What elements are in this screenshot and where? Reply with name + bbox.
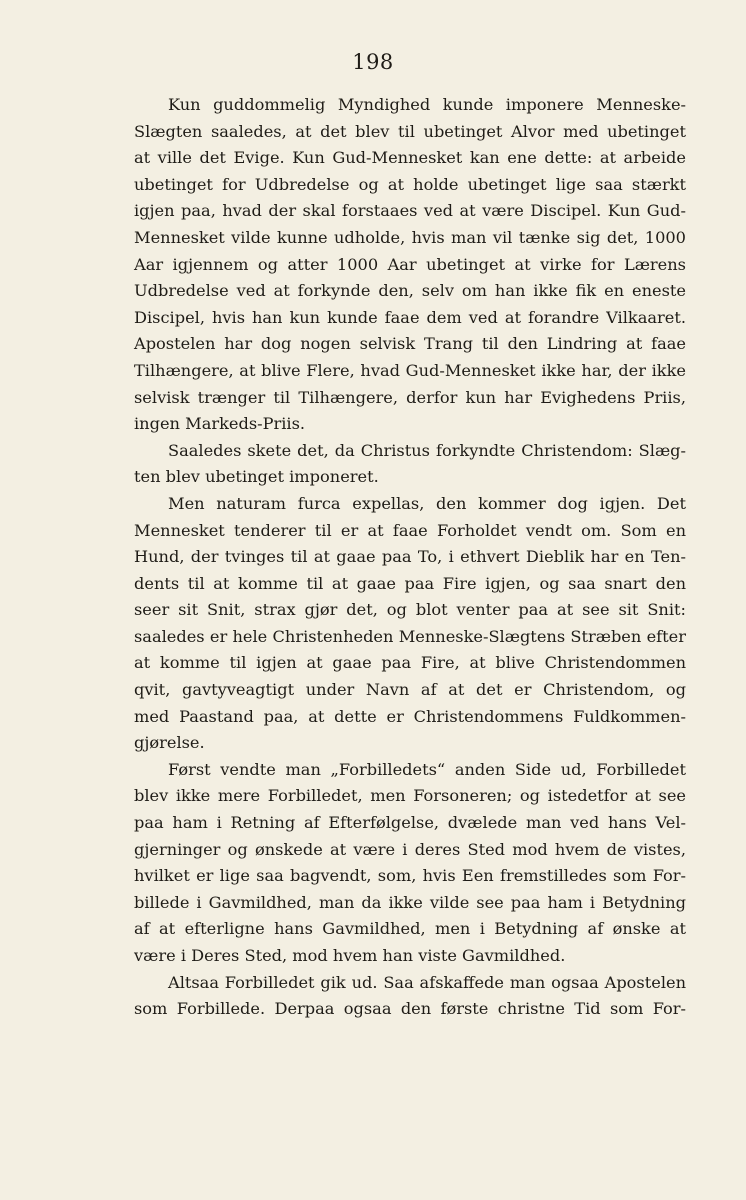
- text-line: at komme til igjen at gaae paa Fire, at blive Christendommen: [134, 653, 686, 673]
- text-line: Kun guddommelig Myndighed kunde imponere Menneske-: [168, 95, 686, 114]
- text-line: paa ham i Retning af Efterfølgelse, dvælede man ved hans Vel-: [134, 813, 686, 833]
- text-line: ubetinget for Udbredelse og at holde ubetinget lige saa stærkt: [134, 174, 686, 194]
- text-line: ingen Markeds-Priis.: [134, 414, 306, 434]
- text-line: Hund, der tvinges til at gaae paa To, i ethvert Dieblik har en Ten-: [134, 547, 686, 567]
- text-line: Mennesket vilde kunne udholde, hvis man vil tænke sig det, 1000: [134, 227, 686, 247]
- text-line: hvilket er lige saa bagvendt, som, hvis Een fremstilledes som For-: [134, 866, 686, 886]
- text-line: Først vendte man „Forbilledets“ anden Side ud, Forbilledet: [168, 759, 686, 779]
- text-line: Aar igjennem og atter 1000 Aar ubetinget at virke for Lærens: [134, 254, 686, 274]
- text-line: Discipel, hvis han kun kunde faae dem ved at forandre Vilkaaret.: [134, 307, 686, 327]
- text-line: blev ikke mere Forbilledet, men Forsoneren; og istedetfor at see: [134, 786, 686, 806]
- text-line: Udbredelse ved at forkynde den, selv om han ikke fik en eneste: [134, 281, 686, 301]
- text-line: gjerninger og ønskede at være i deres Sted mod hvem de vistes,: [134, 839, 686, 859]
- text-line: Men naturam furca expellas, den kommer dog igjen. Det: [168, 493, 686, 513]
- text-line: Altsaa Forbilledet gik ud. Saa afskaffede man ogsaa Apostelen: [168, 972, 686, 992]
- text-line: dents til at komme til at gaae paa Fire igjen, og saa snart den: [134, 573, 686, 593]
- text-line: qvit, gavtyveagtigt under Navn af at det er Christendom, og: [134, 680, 686, 700]
- text-line: saaledes er hele Christenheden Menneske-Slægtens Stræben efter: [134, 626, 686, 646]
- text-line: Slægten saaledes, at det blev til ubetinget Alvor med ubetinget: [134, 121, 686, 141]
- text-line: gjørelse.: [134, 733, 205, 753]
- text-line: med Paastand paa, at dette er Christendommens Fuldkommen-: [134, 706, 686, 726]
- text-line: Mennesket tenderer til er at faae Forholdet vendt om. Som en: [134, 520, 686, 540]
- body-text: [134, 92, 686, 1023]
- text-line: Saaledes skete det, da Christus forkyndte Christendom: Slæg-: [168, 440, 686, 460]
- text-line: ten blev ubetinget imponeret.: [134, 467, 379, 487]
- text-line: Apostelen har dog nogen selvisk Trang til den Lindring at faae: [134, 334, 686, 354]
- text-line: af at efterligne hans Gavmildhed, men i Betydning af ønske at: [134, 919, 686, 939]
- text-line: igjen paa, hvad der skal forstaaes ved at være Discipel. Kun Gud-: [134, 201, 686, 221]
- text-line: Tilhængere, at blive Flere, hvad Gud-Mennesket ikke har, der ikke: [134, 360, 686, 380]
- text-line: være i Deres Sted, mod hvem han viste Gavmildhed.: [134, 946, 566, 965]
- text-line: billede i Gavmildhed, man da ikke vilde see paa ham i Betydning: [134, 892, 686, 912]
- text-line: som Forbillede. Derpaa ogsaa den første christne Tid som For-: [134, 999, 686, 1019]
- text-line: seer sit Snit, strax gjør det, og blot venter paa at see sit Snit:: [134, 600, 686, 620]
- text-line: selvisk trænger til Tilhængere, derfor kun har Evighedens Priis,: [134, 387, 686, 407]
- text-line: at ville det Evige. Kun Gud-Mennesket kan ene dette: at arbeide: [134, 148, 686, 168]
- page-number: 198: [352, 50, 394, 74]
